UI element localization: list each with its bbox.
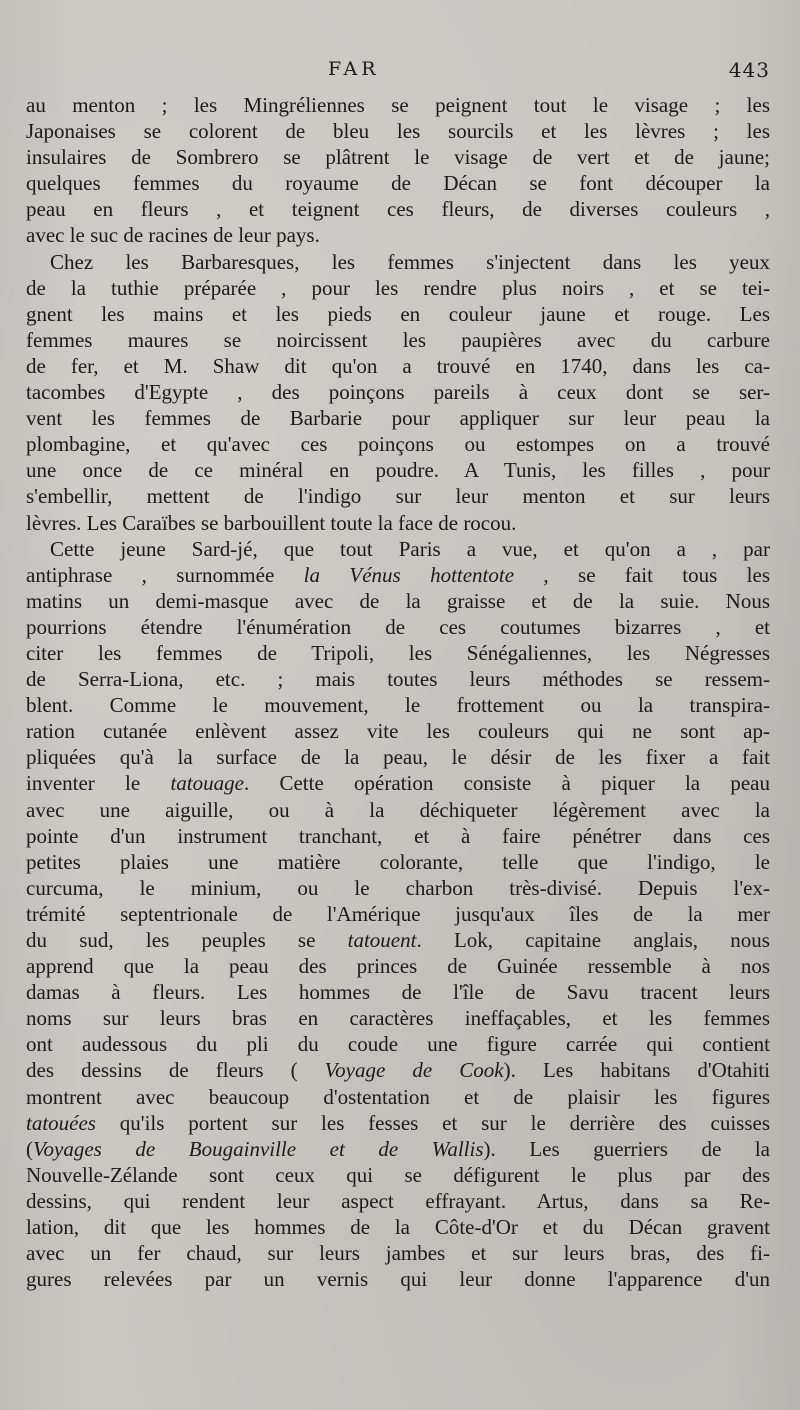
text-line: avec le suc de racines de leur pays. bbox=[26, 223, 320, 248]
text-line: Japonaises se colorent de bleu les sourcils et les lèvres ; les bbox=[26, 119, 770, 144]
page-number: 443 bbox=[728, 58, 770, 82]
text-line: apprend que la peau des princes de Guinée ressemble à nos bbox=[26, 954, 770, 979]
text-line: de la tuthie préparée , pour les rendre plus noirs , et se tei- bbox=[26, 275, 770, 300]
text-line: de fer, et M. Shaw dit qu'on a trouvé en 1740, dans les ca- bbox=[26, 353, 770, 378]
text-line bbox=[26, 927, 770, 953]
text-line: trémité septentrionale de l'Amérique jusqu'aux îles de la mer bbox=[26, 901, 770, 926]
text-span: . Cette opération consiste à piquer la peau bbox=[243, 771, 770, 796]
text-line: Nouvelle-Zélande sont ceux qui se défigurent le plus par des bbox=[26, 1162, 770, 1187]
text-line: lèvres. Les Caraïbes se barbouillent toute la face de rocou. bbox=[26, 510, 517, 535]
text-line: peau en fleurs , et teignent ces fleurs, de diverses couleurs , bbox=[26, 197, 770, 222]
text-line bbox=[26, 770, 770, 796]
text-line bbox=[26, 1057, 770, 1083]
text-line: petites plaies une matière colorante, telle que l'indigo, le bbox=[26, 849, 770, 874]
text-line: blent. Comme le mouvement, le frottement ou la transpira- bbox=[26, 693, 770, 718]
text-line: curcuma, le minium, ou le charbon très-divisé. Depuis l'ex- bbox=[26, 875, 770, 900]
text-line bbox=[26, 1110, 770, 1136]
text-line: ration cutanée enlèvent assez vite les couleurs qui ne sont ap- bbox=[26, 719, 770, 744]
text-line: tacombes d'Egypte , des poinçons pareils à ceux dont se ser- bbox=[26, 380, 770, 405]
text-line: noms sur leurs bras en caractères ineffaçables, et les femmes bbox=[26, 1006, 770, 1031]
text-line: ont audessous du pli du coude une figure carrée qui contient bbox=[26, 1032, 770, 1057]
text-span: ( bbox=[26, 1136, 33, 1161]
text-line: Chez les Barbaresques, les femmes s'injectent dans les yeux bbox=[50, 249, 770, 274]
text-line: quelques femmes du royaume de Décan se font découper la bbox=[26, 171, 770, 196]
text-line: pliquées qu'à la surface de la peau, le désir de les fixer a fait bbox=[26, 745, 770, 770]
text-span: inventer le bbox=[26, 771, 171, 796]
text-span: antiphrase , surnommée bbox=[26, 562, 304, 587]
text-line: citer les femmes de Tripoli, les Sénégaliennes, les Négresses bbox=[26, 640, 770, 665]
body-text bbox=[26, 92, 770, 1292]
text-line: plombagine, et qu'avec ces poinçons ou estompes on a trouvé bbox=[26, 432, 770, 457]
text-line: une once de ce minéral en poudre. A Tunis, les filles , pour bbox=[26, 458, 770, 483]
text-line: matins un demi-masque avec de la graisse et de la suie. Nous bbox=[26, 588, 770, 613]
text-line: insulaires de Sombrero se plâtrent le visage de vert et de jaune; bbox=[26, 145, 770, 170]
italic-text: tatouées bbox=[26, 1110, 96, 1135]
italic-text: la Vénus hottentote bbox=[303, 562, 515, 587]
text-line bbox=[26, 562, 770, 588]
text-span: du sud, les peuples se bbox=[26, 928, 348, 952]
italic-text: tatouent bbox=[347, 928, 417, 952]
text-line: gnent les mains et les pieds en couleur jaune et rouge. Les bbox=[26, 301, 770, 326]
text-line: femmes maures se noircissent les paupières avec du carbure bbox=[26, 327, 770, 352]
text-span: ). Les habitans d'Otahiti bbox=[503, 1058, 770, 1083]
text-line: pourrions étendre l'énumération de ces coutumes bizarres , et bbox=[26, 614, 770, 639]
text-span: Cette jeune Sard-jé, que tout Paris a vue, et qu'on a , par bbox=[50, 536, 770, 561]
italic-text: Voyage de Cook bbox=[324, 1058, 504, 1083]
text-line: gures relevées par un vernis qui leur donne l'apparence d'un bbox=[26, 1267, 770, 1292]
text-span: . Lok, capitaine anglais, nous bbox=[416, 928, 770, 952]
italic-text: tatouage bbox=[170, 771, 244, 796]
text-line: avec un fer chaud, sur leurs jambes et sur leurs bras, des fi- bbox=[26, 1241, 770, 1266]
text-line: avec une aiguille, ou à la déchiqueter légèrement avec la bbox=[26, 797, 770, 822]
text-line: damas à fleurs. Les hommes de l'île de Savu tracent leurs bbox=[26, 980, 770, 1005]
text-line: dessins, qui rendent leur aspect effrayant. Artus, dans sa Re- bbox=[26, 1188, 770, 1213]
text-span: , se fait tous les bbox=[514, 562, 770, 587]
text-span: des dessins de fleurs ( bbox=[26, 1058, 325, 1083]
text-line: lation, dit que les hommes de la Côte-d'Or et du Décan gravent bbox=[26, 1215, 770, 1240]
page-header bbox=[26, 58, 770, 88]
text-line: s'embellir, mettent de l'indigo sur leur menton et sur leurs bbox=[26, 484, 770, 509]
text-line: pointe d'un instrument tranchant, et à faire pénétrer dans ces bbox=[26, 823, 770, 848]
text-line: de Serra-Liona, etc. ; mais toutes leurs méthodes se ressem- bbox=[26, 667, 770, 692]
text-line: vent les femmes de Barbarie pour appliquer sur leur peau la bbox=[26, 406, 770, 431]
italic-text: Voyages de Bougainville et de Wallis bbox=[33, 1136, 484, 1161]
text-line bbox=[26, 536, 770, 562]
running-head: FAR bbox=[328, 58, 380, 80]
text-line bbox=[26, 1136, 770, 1162]
text-span: qu'ils portent sur les fesses et sur le derrière des cuisses bbox=[95, 1110, 770, 1135]
text-line: montrent avec beaucoup d'ostentation et de plaisir les figures bbox=[26, 1084, 770, 1109]
text-line: au menton ; les Mingréliennes se peignent tout le visage ; les bbox=[26, 93, 770, 117]
text-span: ). Les guerriers de la bbox=[483, 1136, 770, 1161]
